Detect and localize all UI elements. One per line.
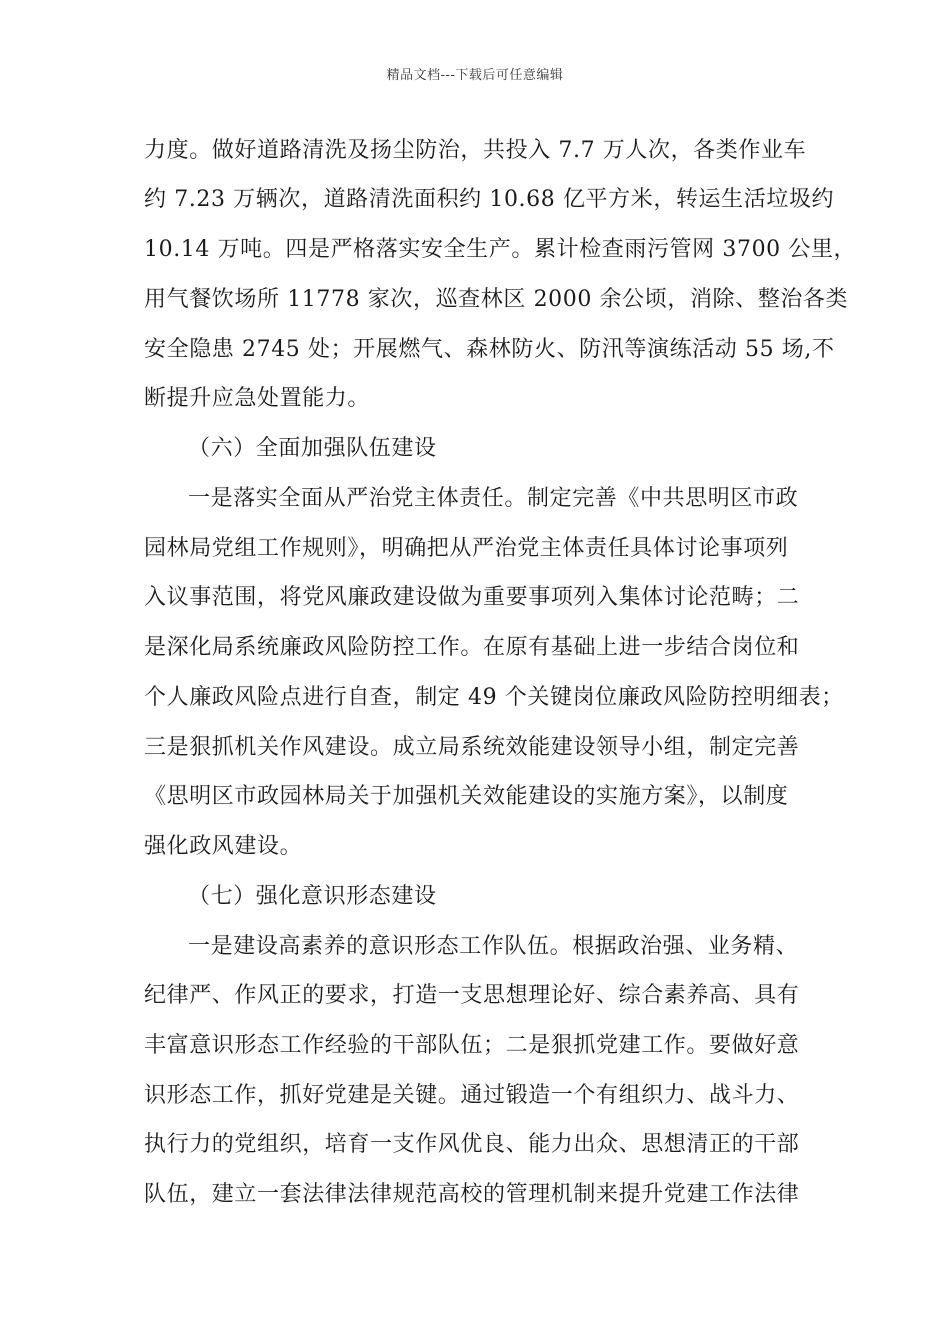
text-line: 园林局党组工作规则》，明确把从严治党主体责任具体讨论事项列 — [144, 536, 789, 561]
text-line: 安全隐患 2745 处；开展燃气、森林防火、防汛等演练活动 55 场,不 — [144, 337, 835, 362]
text-line: 力度。做好道路清洗及扬尘防治，共投入 7.7 万人次，各类作业车 — [144, 138, 807, 163]
text-line: 识形态工作，抓好党建是关键。通过锻造一个有组织力、战斗力、 — [144, 1083, 800, 1108]
text-line: 执行力的党组织，培育一支作风优良、能力出众、思想清正的干部 — [144, 1132, 800, 1157]
text-line: 约 7.23 万辆次，道路清洗面积约 10.68 亿平方米，转运生活垃圾约 — [144, 187, 835, 212]
text-line: 一是落实全面从严治党主体责任。制定完善《中共思明区市政 — [188, 486, 799, 511]
text-line: 10.14 万吨。四是严格落实安全生产。累计检查雨污管网 3700 公里， — [144, 237, 857, 262]
text-line: 纪律严、作风正的要求，打造一支思想理论好、综合素养高、具有 — [144, 983, 800, 1008]
section-heading: （六）全面加强队伍建设 — [188, 436, 437, 461]
text-line: 个人廉政风险点进行自查，制定 49 个关键岗位廉政风险防控明细表； — [144, 685, 844, 710]
text-line: 《思明区市政园林局关于加强机关效能建设的实施方案》，以制度 — [144, 784, 789, 809]
section-heading: （七）强化意识形态建设 — [188, 884, 437, 909]
text-line: 一是建设高素养的意识形态工作队伍。根据政治强、业务精、 — [188, 934, 799, 959]
text-line: 是深化局系统廉政风险防控工作。在原有基础上进一步结合岗位和 — [144, 635, 800, 660]
text-line: 丰富意识形态工作经验的干部队伍；二是狠抓党建工作。要做好意 — [144, 1033, 800, 1058]
text-line: 队伍，建立一套法律法律规范高校的管理机制来提升党建工作法律 — [144, 1182, 800, 1207]
text-line: 强化政风建设。 — [144, 834, 303, 859]
page-header: 精品文档---下载后可任意编辑 — [386, 68, 564, 83]
text-line: 断提升应急处置能力。 — [144, 386, 371, 411]
text-line: 三是狠抓机关作风建设。成立局系统效能建设领导小组，制定完善 — [144, 735, 800, 760]
text-line: 入议事范围，将党风廉政建设做为重要事项列入集体讨论范畴；二 — [144, 585, 800, 610]
text-line: 用气餐饮场所 11778 家次，巡查林区 2000 余公顷，消除、整治各类 — [144, 287, 849, 312]
